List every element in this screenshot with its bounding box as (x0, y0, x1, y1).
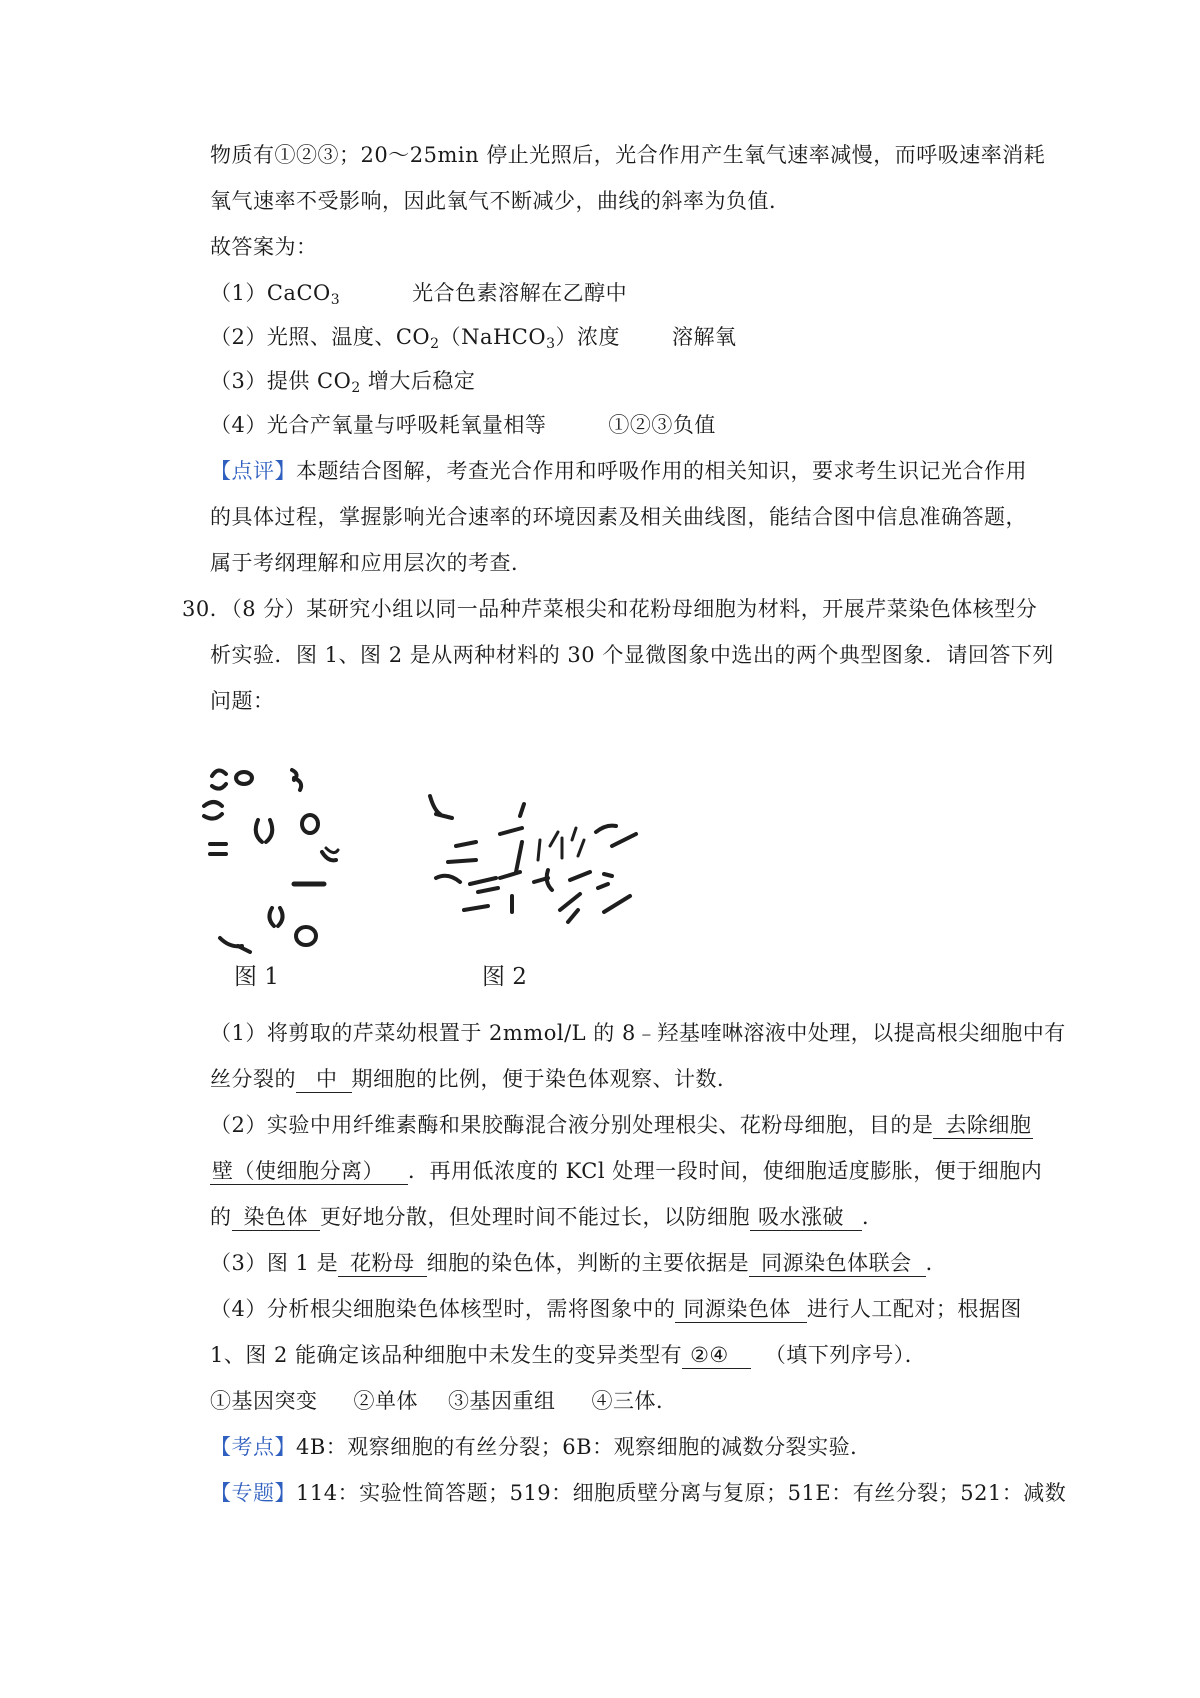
subscript: 2 (351, 380, 361, 396)
answer-prefix: （1）CaCO (210, 281, 331, 305)
text-span: ．再用低浓度的 KCl 处理一段时间，使细胞适度膨胀，便于细胞内 (408, 1159, 1043, 1183)
text-line: 物质有①②③；20～25min 停止光照后，光合作用产生氧气速率减慢，而呼吸速率消耗 (210, 143, 1046, 167)
text-span: 更好地分散，但处理时间不能过长，以防细胞 (320, 1205, 750, 1229)
question-3-line (210, 1248, 947, 1278)
text-line: 氧气速率不受影响，因此氧气不断减少，曲线的斜率为负值． (210, 189, 791, 213)
answer-prefix: （NaHCO (439, 325, 547, 349)
answer-prefix: ）浓度 (555, 325, 620, 349)
figure-2-chromosomes (430, 796, 636, 922)
answer-blank: 壁（使细胞分离） (210, 1159, 408, 1185)
kaodian-text: 4B：观察细胞的有丝分裂；6B：观察细胞的减数分裂实验． (296, 1435, 872, 1459)
figure-1-label: 图 1 (234, 964, 279, 990)
text-line: 析实验．图 1、图 2 是从两种材料的 30 个显微图象中选出的两个典型图象．请回答下列 (210, 643, 1054, 667)
text-span: 细胞的染色体，判断的主要依据是 (426, 1251, 750, 1275)
text-line: 故答案为： (210, 235, 318, 259)
option: ②单体 (353, 1389, 418, 1413)
question-4-line-1 (210, 1294, 1022, 1324)
text-span: 进行人工配对；根据图 (806, 1297, 1022, 1321)
figure-2-label: 图 2 (482, 964, 527, 990)
answer-blank: 同源染色体 (675, 1297, 807, 1323)
answer-line-2 (210, 322, 737, 352)
chromosome-figure (200, 760, 720, 1000)
answer-line-4 (210, 410, 716, 440)
answer-text: ①②③负值 (608, 413, 716, 437)
answer-blank: 花粉母 (338, 1251, 427, 1277)
answer-line-3 (210, 366, 475, 396)
question-4-line-2 (210, 1340, 926, 1370)
kaodian-tag: 【考点】 (210, 1435, 296, 1459)
option: ①基因突变 (210, 1389, 318, 1413)
text-span: ． (862, 1205, 884, 1229)
answer-blank: 同源染色体联会 (749, 1251, 926, 1277)
zhuanti-text: 114：实验性简答题；519：细胞质壁分离与复原；51E：有丝分裂；521：减数 (296, 1481, 1067, 1505)
answer-text: 光合色素溶解在乙醇中 (412, 281, 628, 305)
text-span: （2）实验中用纤维素酶和果胶酶混合液分别处理根尖、花粉母细胞，目的是 (210, 1113, 934, 1137)
review-line (210, 456, 1027, 486)
review-text: 本题结合图解，考查光合作用和呼吸作用的相关知识，要求考生识记光合作用 (296, 459, 1027, 483)
text-line: （1）将剪取的芹菜幼根置于 2mmol/L 的 8﹣羟基喹啉溶液中处理，以提高根尖细胞中有 (210, 1021, 1066, 1045)
answer-prefix: （4）光合产氧量与呼吸耗氧量相等 (210, 413, 547, 437)
option: ④三体． (591, 1389, 678, 1413)
answer-blank: 去除细胞 (933, 1113, 1033, 1139)
answer-line-1 (210, 278, 627, 308)
text-span: 1、图 2 能确定该品种细胞中未发生的变异类型有 (210, 1343, 683, 1367)
text-span: 期细胞的比例，便于染色体观察、计数． (351, 1067, 739, 1091)
answer-blank: 吸水涨破 (750, 1205, 862, 1231)
zhuanti-tag: 【专题】 (210, 1481, 296, 1505)
answer-blank: ②④ (682, 1343, 751, 1369)
answer-prefix: （2）光照、温度、CO (210, 325, 431, 349)
text-span: （3）图 1 是 (210, 1251, 339, 1275)
answer-text: 溶解氧 (672, 325, 737, 349)
text-span: （4）分析根尖细胞染色体核型时，需将图象中的 (210, 1297, 676, 1321)
review-tag: 【点评】 (210, 459, 296, 483)
subscript: 3 (330, 292, 341, 308)
zhuanti-line (210, 1478, 1066, 1508)
text-line: 的具体过程，掌握影响光合速率的环境因素及相关曲线图，能结合图中信息准确答题， (210, 505, 1027, 529)
subscript: 2 (430, 336, 440, 352)
text-line: 问题： (210, 689, 275, 713)
figure-1-chromosomes (204, 770, 338, 952)
question-2-line-3 (210, 1202, 884, 1232)
answer-text: 增大后稳定 (360, 369, 476, 393)
question-2-line-1 (210, 1110, 1033, 1140)
answer-prefix: （3）提供 CO (210, 369, 352, 393)
answer-blank: 染色体 (232, 1205, 321, 1231)
kaodian-line (210, 1432, 872, 1462)
subscript: 3 (546, 336, 556, 352)
question-30-title: 30．（8 分）某研究小组以同一品种芹菜根尖和花粉母细胞为材料，开展芹菜染色体核型分 (182, 597, 1038, 621)
answer-blank: 中 (296, 1067, 352, 1093)
text-line: 属于考纲理解和应用层次的考查． (210, 551, 533, 575)
options-line (210, 1386, 678, 1416)
text-span: 丝分裂的 (210, 1067, 296, 1091)
question-1-answer-line (210, 1064, 739, 1094)
text-span: 的 (210, 1205, 232, 1229)
text-span: ． (925, 1251, 948, 1275)
option: ③基因重组 (448, 1389, 556, 1413)
question-2-line-2 (210, 1156, 1042, 1186)
text-span: （填下列序号）． (764, 1343, 927, 1367)
